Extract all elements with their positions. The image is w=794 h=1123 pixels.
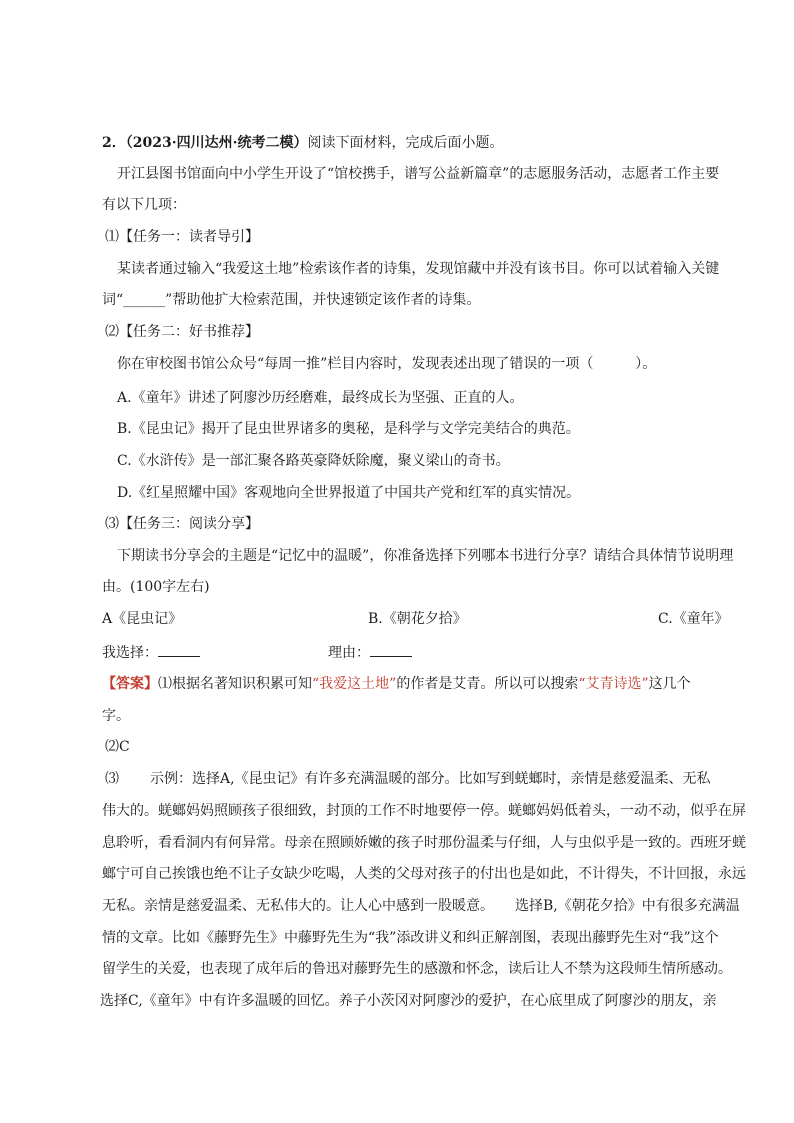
question-number: 2． bbox=[102, 135, 126, 151]
answer-line-1 bbox=[102, 674, 691, 694]
answer-2: ⑵C bbox=[105, 739, 130, 755]
answer-3-line-2: 伟大的。蜣螂妈妈照顾孩子很细致，封顶的工作不时地要停一停。蜣螂妈妈低着头，一动不动，似乎在屏 bbox=[102, 803, 746, 819]
question-header bbox=[102, 133, 503, 153]
answer-1-mid: 的作者是艾青。所以可以搜索 bbox=[396, 676, 579, 692]
reason-label: 理由： bbox=[328, 645, 370, 661]
choice-c: C.《童年》 bbox=[658, 611, 729, 627]
answer-3-line-8: 选择C,《童年》中有许多温暖的回忆。养子小茨冈对阿廖沙的爱护，在心底里成了阿廖沙的朋友，亲 bbox=[100, 993, 717, 1009]
question-source: （2023·四川达州·统考二模） bbox=[125, 135, 308, 151]
task1-title: ⑴【任务一：读者导引】 bbox=[105, 229, 259, 245]
task3-line-2: 由。(100字左右) bbox=[102, 579, 210, 595]
answer-line-2: 字。 bbox=[102, 708, 130, 724]
answer-3-line-6: 情的文章。比如《藤野先生》中藤野先生为“我”添改讲义和纠正解剖图，表现出藤野先生对“我”这个 bbox=[102, 930, 719, 946]
answer-1-quote-2: “艾青诗选” bbox=[578, 676, 649, 692]
answer-3-line-1: 示例：选择A,《昆虫记》有许多充满温暖的部分。比如写到蜣螂时，亲情是慈爱温柔、无私 bbox=[150, 771, 711, 787]
task2-stem: 你在审校图书馆公众号“每周一推”栏目内容时，发现表述出现了错误的一项（ ）。 bbox=[117, 356, 657, 372]
answer-3-number: ⑶ bbox=[105, 771, 119, 787]
reason-row bbox=[328, 642, 412, 663]
answer-1-post: 这几个 bbox=[648, 676, 691, 692]
my-choice-row bbox=[102, 642, 200, 663]
task2-option-d: D.《红星照耀中国》客观地向全世界报道了中国共产党和红军的真实情况。 bbox=[117, 485, 581, 501]
task1-blank[interactable]: ______ bbox=[123, 292, 166, 308]
task1-line-2-pre: 词“ bbox=[102, 292, 124, 308]
task1-line-2 bbox=[102, 290, 480, 310]
answer-3-line-5: 无私。亲情是慈爱温柔、无私伟大的。让人心中感到一股暖意。 选择B,《朝花夕拾》中有很多充满温 bbox=[102, 898, 740, 914]
task2-option-a: A.《童年》讲述了阿廖沙历经磨难，最终成长为坚强、正直的人。 bbox=[117, 390, 524, 406]
answer-1-quote-1: “我爱这土地” bbox=[312, 676, 397, 692]
question-prompt: 阅读下面材料，完成后面小题。 bbox=[307, 135, 504, 151]
answer-label: 【答案】 bbox=[102, 676, 158, 692]
answer-3-line-4: 螂宁可自己挨饿也绝不让子女缺少吃喝，人类的父母对孩子的付出也是如此，不计得失，不计回报，永远 bbox=[102, 866, 746, 882]
task2-option-b: B.《昆虫记》揭开了昆虫世界诸多的奥秘，是科学与文学完美结合的典范。 bbox=[117, 421, 580, 437]
my-choice-label: 我选择： bbox=[102, 645, 158, 661]
intro-line-1: 开江县图书馆面向中小学生开设了“馆校携手，谱写公益新篇章”的志愿服务活动，志愿者工作主要 bbox=[117, 166, 720, 182]
answer-3-line-3: 息聆听，看看洞内有何异常。母亲在照顾娇嫩的孩子时那份温柔与仔细，人与虫似乎是一致的。西班牙蜣 bbox=[102, 835, 746, 851]
task2-option-c: C.《水浒传》是一部汇聚各路英豪降妖除魔，聚义梁山的奇书。 bbox=[117, 453, 510, 469]
task3-line-1: 下期读书分享会的主题是“记忆中的温暖”，你准备选择下列哪本书进行分享？请结合具体情节说明理 bbox=[117, 548, 734, 564]
task1-line-1: 某读者通过输入“我爱这土地”检索该作者的诗集，发现馆藏中并没有该书目。你可以试着输入关键 bbox=[117, 261, 720, 277]
reason-blank[interactable] bbox=[370, 642, 412, 657]
choice-b: B.《朝花夕拾》 bbox=[368, 611, 467, 627]
intro-line-2: 有以下几项： bbox=[102, 197, 186, 213]
task2-title: ⑵【任务二：好书推荐】 bbox=[105, 324, 259, 340]
choice-a: A《昆虫记》 bbox=[102, 611, 183, 627]
my-choice-blank[interactable] bbox=[158, 642, 200, 657]
task1-line-2-post: ”帮助他扩大检索范围，并快速锁定该作者的诗集。 bbox=[165, 292, 481, 308]
answer-3-line-7: 留学生的关爱，也表现了成年后的鲁迅对藤野先生的感激和怀念，读后让人不禁为这段师生情所感动。 bbox=[102, 961, 732, 977]
answer-1-text: ⑴根据名著知识积累可知 bbox=[158, 676, 312, 692]
task3-title: ⑶【任务三：阅读分享】 bbox=[105, 516, 259, 532]
